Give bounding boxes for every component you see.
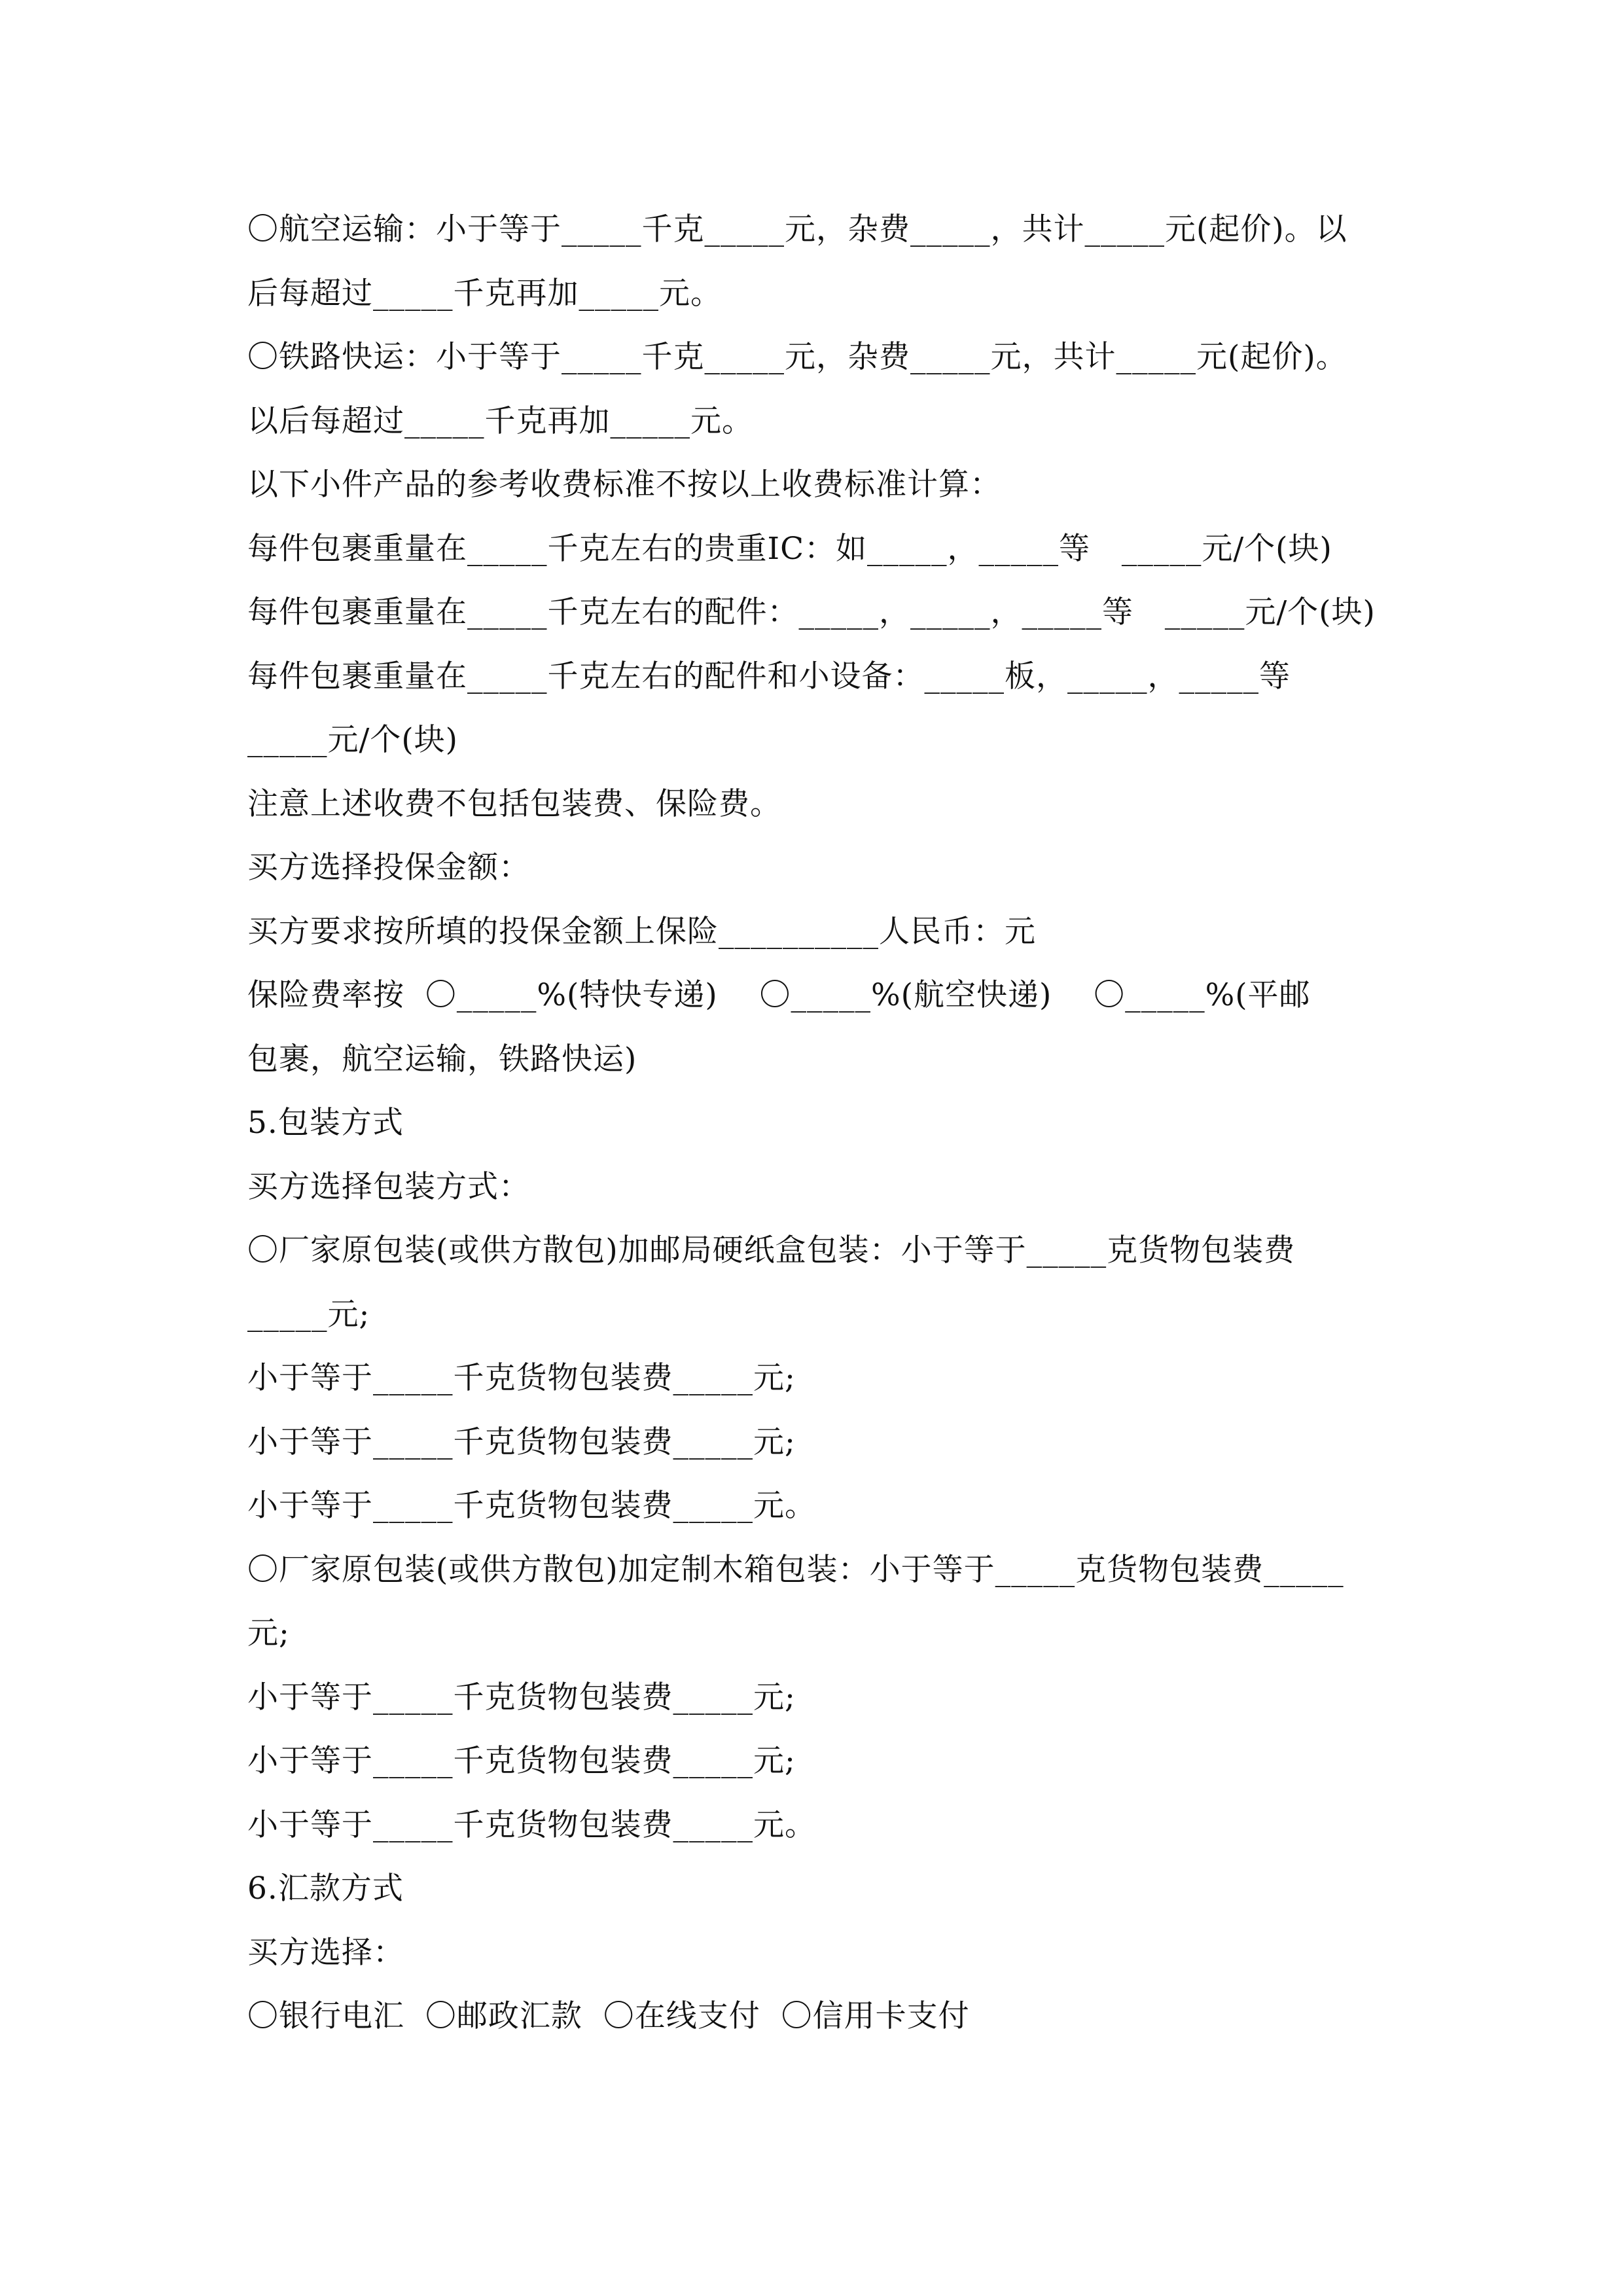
text-line: _____元/个(块) xyxy=(247,722,459,758)
text-line: 注意上述收费不包括包装费、保险费。 xyxy=(247,785,781,822)
text-line: 包裹，航空运输，铁路快运) xyxy=(247,1041,637,1077)
text-line: 元; xyxy=(247,1615,290,1651)
text-line: 每件包裹重量在_____千克左右的贵重IC：如_____，_____等 _____元/个(块) xyxy=(247,530,1332,567)
text-line: 小于等于_____千克货物包装费_____元; xyxy=(247,1424,796,1460)
document-body xyxy=(247,198,1412,2049)
text-line: 小于等于_____千克货物包装费_____元; xyxy=(247,1679,796,1715)
text-line: _____元; xyxy=(247,1296,370,1333)
text-line: 每件包裹重量在_____千克左右的配件和小设备：_____板，_____，_____等 xyxy=(247,658,1291,694)
text-line: 〇银行电汇 〇邮政汇款 〇在线支付 〇信用卡支付 xyxy=(247,1998,970,2034)
text-line: 〇厂家原包装(或供方散包)加邮局硬纸盒包装：小于等于_____克货物包装费 xyxy=(247,1232,1296,1268)
text-line: 以下小件产品的参考收费标准不按以上收费标准计算： xyxy=(247,467,1001,503)
text-line: 小于等于_____千克货物包装费_____元。 xyxy=(247,1488,816,1524)
section-heading: 5.包装方式 xyxy=(247,1105,404,1141)
text-line: 每件包裹重量在_____千克左右的配件：_____，_____，_____等 _____元/个(块) xyxy=(247,594,1376,630)
text-line: 小于等于_____千克货物包装费_____元; xyxy=(247,1360,796,1396)
text-line: 〇厂家原包装(或供方散包)加定制木箱包装：小于等于_____克货物包装费_____ xyxy=(247,1551,1344,1588)
text-line: 买方选择投保金额： xyxy=(247,850,530,886)
text-line: 小于等于_____千克货物包装费_____元; xyxy=(247,1743,796,1779)
text-line: 后每超过_____千克再加_____元。 xyxy=(247,275,722,312)
text-line: 保险费率按 〇_____%(特快专递) 〇_____%(航空快递) 〇_____%(平邮 xyxy=(247,977,1311,1013)
text-line: 买方选择包装方式： xyxy=(247,1168,530,1205)
text-line: 小于等于_____千克货物包装费_____元。 xyxy=(247,1806,816,1843)
text-line: 以后每超过_____千克再加_____元。 xyxy=(247,403,753,439)
text-line: 买方选择： xyxy=(247,1934,404,1971)
section-heading: 6.汇款方式 xyxy=(247,1871,404,1907)
text-line: 〇铁路快运：小于等于_____千克_____元，杂费_____元，共计_____元(起价)。 xyxy=(247,339,1347,375)
text-line: 〇航空运输：小于等于_____千克_____元，杂费_____，共计_____元(起价)。以 xyxy=(247,211,1347,247)
text-line: 买方要求按所填的投保金额上保险__________人民币：元 xyxy=(247,913,1036,950)
